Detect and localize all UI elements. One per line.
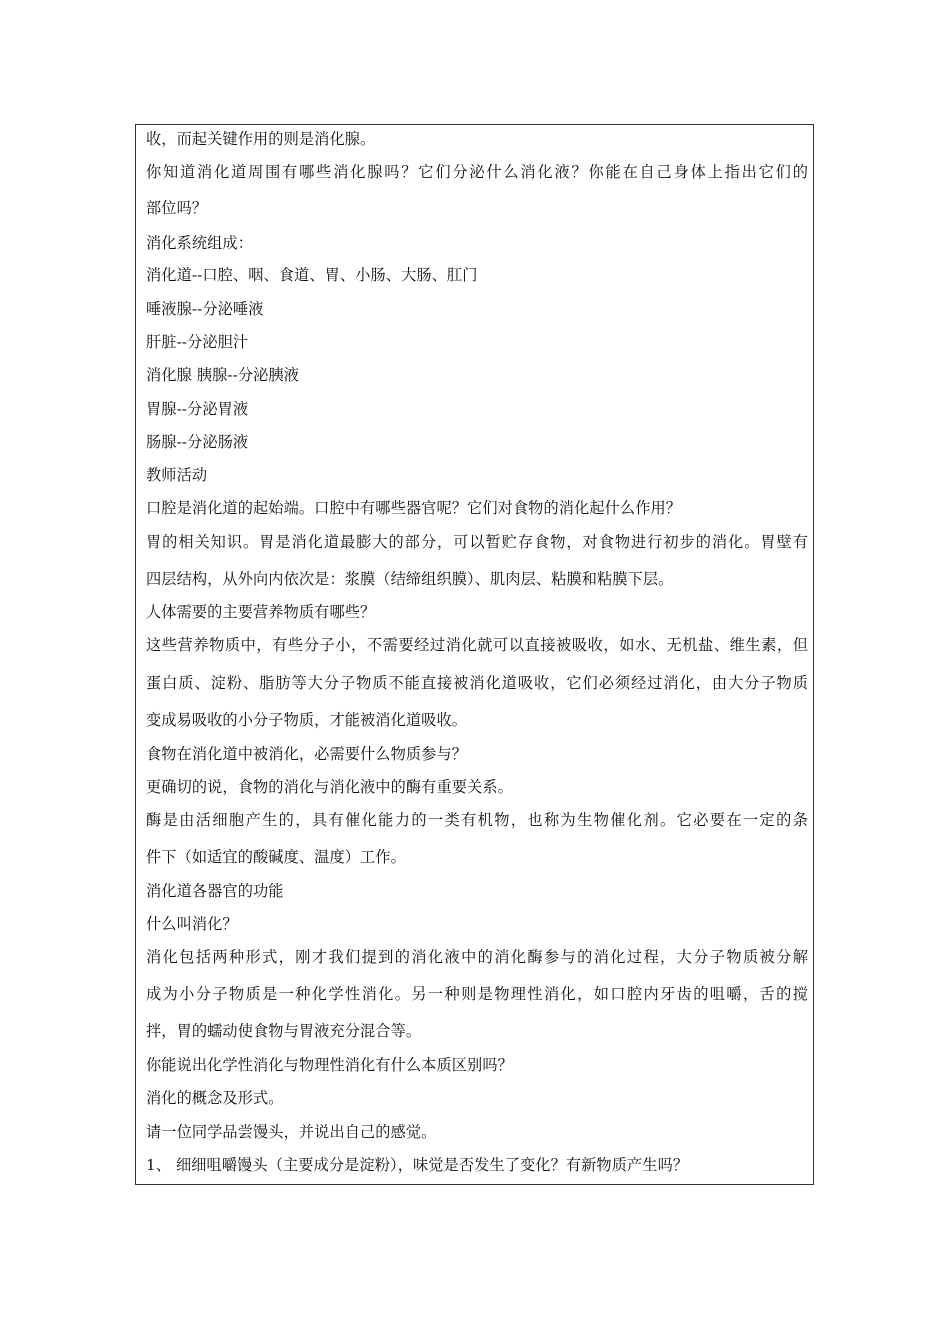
text-line: 消化腺 胰腺--分泌胰液: [146, 366, 299, 384]
text-line: 消化道--口腔、咽、食道、胃、小肠、大肠、肛门: [146, 266, 478, 284]
text-line: 消化道各器官的功能: [146, 882, 284, 900]
text-line: 更确切的说，食物的消化与消化液中的酶有重要关系。: [146, 778, 513, 796]
text-line: 消化包括两种形式，刚才我们提到的消化液中的消化酶参与的消化过程，大分子物质被分解: [146, 948, 808, 966]
text-line: 成为小分子物质是一种化学性消化。另一种则是物理性消化，如口腔内牙齿的咀嚼，舌的搅: [146, 985, 808, 1003]
text-line: 这些营养物质中，有些分子小，不需要经过消化就可以直接被吸收，如水、无机盐、维生素，但: [146, 636, 808, 654]
text-line: 消化的概念及形式。: [146, 1089, 284, 1107]
text-line: 教师活动: [146, 466, 208, 484]
text-line: 1、 细细咀嚼馒头（主要成分是淀粉），味觉是否发生了变化？有新物质产生吗？: [146, 1156, 689, 1174]
text-line: 酶是由活细胞产生的，具有催化能力的一类有机物，也称为生物催化剂。它必要在一定的条: [146, 811, 808, 829]
text-line: 四层结构，从外向内依次是：浆膜（结缔组织膜）、肌肉层、粘膜和粘膜下层。: [146, 570, 674, 588]
text-line: 你能说出化学性消化与物理性消化有什么本质区别吗？: [146, 1056, 513, 1074]
text-line: 唾液腺--分泌唾液: [146, 300, 264, 318]
text-line: 什么叫消化？: [146, 915, 238, 933]
text-line: 胃腺--分泌胃液: [146, 400, 249, 418]
text-line: 肠腺--分泌肠液: [146, 433, 249, 451]
text-line: 食物在消化道中被消化，必需要什么物质参与？: [146, 745, 468, 763]
text-line: 肝脏--分泌胆汁: [146, 333, 249, 351]
text-line: 胃的相关知识。胃是消化道最膨大的部分，可以暂贮存食物，对食物进行初步的消化。胃壁有: [146, 533, 808, 551]
text-line: 部位吗？: [146, 199, 208, 217]
text-line: 你知道消化道周围有哪些消化腺吗？它们分泌什么消化液？你能在自己身体上指出它们的: [146, 163, 808, 181]
text-line: 请一位同学品尝馒头，并说出自己的感觉。: [146, 1123, 437, 1141]
text-line: 消化系统组成：: [146, 234, 254, 252]
text-line: 蛋白质、淀粉、脂肪等大分子物质不能直接被消化道吸收，它们必须经过消化，由大分子物质: [146, 674, 808, 692]
text-line: 拌，胃的蠕动使食物与胃液充分混合等。: [146, 1022, 422, 1040]
text-line: 口腔是消化道的起始端。口腔中有哪些器官呢？它们对食物的消化起什么作用？: [146, 499, 682, 517]
text-line: 件下（如适宜的酸碱度、温度）工作。: [146, 848, 406, 866]
text-line: 人体需要的主要营养物质有哪些？: [146, 603, 376, 621]
text-line: 收，而起关键作用的则是消化腺。: [146, 130, 376, 148]
document-frame: [135, 124, 814, 1185]
text-line: 变成易吸收的小分子物质，才能被消化道吸收。: [146, 711, 468, 729]
